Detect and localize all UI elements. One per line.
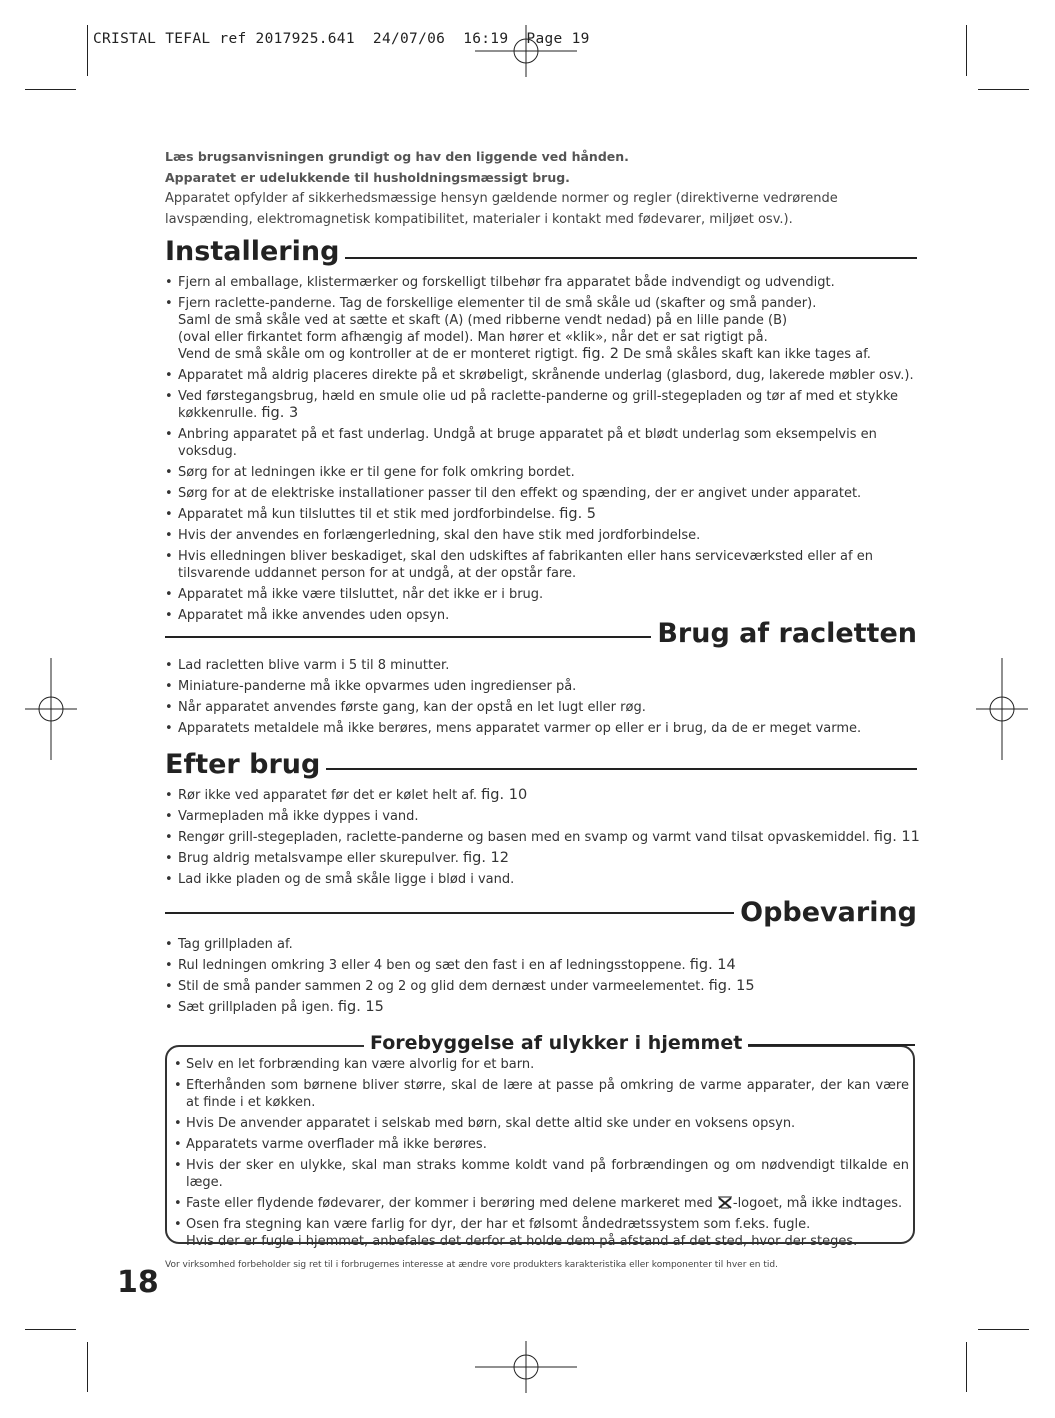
- list-item: • Brug aldrig metalsvampe eller skurepulver. fig. 12: [165, 850, 920, 867]
- box-title-rule: [720, 1044, 915, 1046]
- list-item: • Hvis der sker en ulykke, skal man straks komme koldt vand på forbrændingen og om nødvendigt tilkalde en læge.: [174, 1157, 909, 1191]
- crop-mark: [966, 1342, 967, 1392]
- section-heading-installering: Installering: [165, 236, 345, 268]
- crop-mark: [25, 89, 76, 90]
- registration-mark-icon: [475, 25, 577, 77]
- intro-line: Læs brugsanvisningen grundigt og hav den liggende ved hånden.: [165, 149, 629, 164]
- list-item: • Fjern raclette-panderne. Tag de forskellige elementer til de små skåle ud (skafter og små pander). Saml de små skåle ved at sætte et skaft (A) (med ribberne vendt nedad) på en lille pande (B) (oval eller firkantet form afhængig af model). Man hører et «klik», når det er sat rigtigt på. Vend de små skåle om og kontroller at de er monteret rigtigt. fig. 2 De små skåles skaft kan ikke tages af.: [165, 295, 920, 363]
- figure-reference: fig. 14: [689, 957, 736, 973]
- list-item: • Apparatet må aldrig placeres direkte på et skrøbeligt, skrånende underlag (glasbord, dug, lakerede møbler osv.).: [165, 367, 920, 384]
- list-item: • Fjern al emballage, klistermærker og forskelligt tilbehør fra apparatet både indvendigt og udvendigt.: [165, 274, 920, 291]
- brug-list: [165, 657, 920, 741]
- page-number: 18: [117, 1265, 159, 1300]
- list-item: • Apparatet må kun tilsluttes til et stik med jordforbindelse. fig. 5: [165, 506, 920, 523]
- section-heading-brug: Brug af racletten: [651, 618, 917, 650]
- opbevaring-list: [165, 936, 920, 1020]
- list-item: • Efterhånden som børnene bliver større, skal de lære at passe på omkring de varme apparater, der kan være at finde i et køkken.: [174, 1077, 909, 1111]
- figure-reference: fig. 12: [462, 850, 509, 866]
- crop-mark: [978, 1329, 1029, 1330]
- figure-reference: fig. 15: [708, 978, 755, 994]
- print-slug: CRISTAL TEFAL ref 2017925.641 24/07/06 16:19 Page 19: [93, 31, 590, 47]
- list-item: • Ved førstegangsbrug, hæld en smule olie ud på raclette-panderne og grill-stegepladen og tør af med et stykke køkkenrulle. fig. 3: [165, 388, 920, 422]
- list-item: • Hvis der anvendes en forlængerledning, skal den have stik med jordforbindelse.: [165, 527, 920, 544]
- list-item: • Når apparatet anvendes første gang, kan der opstå en let lugt eller røg.: [165, 699, 920, 716]
- list-item: • Lad racletten blive varm i 5 til 8 minutter.: [165, 657, 920, 674]
- list-item: • Apparatet må ikke anvendes uden opsyn.: [165, 607, 920, 624]
- list-item: • Rengør grill-stegepladen, raclette-panderne og basen med en svamp og varmt vand tilsat opvaskemiddel. fig. 11: [165, 829, 920, 846]
- efter-list: [165, 787, 920, 892]
- list-item: • Apparatet må ikke være tilsluttet, når det ikke er i brug.: [165, 586, 920, 603]
- crop-mark: [25, 1329, 76, 1330]
- crop-mark: [87, 1342, 88, 1392]
- heading-rule: [165, 912, 760, 914]
- list-item: • Hvis De anvender apparatet i selskab med børn, skal dette altid ske under en voksens opsyn.: [174, 1115, 909, 1132]
- figure-reference: fig. 10: [481, 787, 528, 803]
- figure-reference: fig. 2: [582, 346, 619, 362]
- list-item: • Osen fra stegning kan være farlig for dyr, der har et følsomt åndedrætssystem som f.eks. fugle. Hvis der er fugle i hjemmet, anbefales det derfor at holde dem på afstand af det sted, hvor der steges.: [174, 1216, 909, 1250]
- registration-mark-icon: [25, 658, 77, 760]
- list-item: • Anbring apparatet på et fast underlag. Undgå at bruge apparatet på et blødt underlag som eksempelvis en voksdug.: [165, 426, 920, 460]
- list-item: • Sørg for at ledningen ikke er til gene for folk omkring bordet.: [165, 464, 920, 481]
- list-item: • Varmepladen må ikke dyppes i vand.: [165, 808, 920, 825]
- crop-mark: [978, 89, 1029, 90]
- list-item: • Tag grillpladen af.: [165, 936, 920, 953]
- list-item: • Rør ikke ved apparatet før det er kølet helt af. fig. 10: [165, 787, 920, 804]
- footer-disclaimer: Vor virksomhed forbeholder sig ret til i forbrugernes interesse at ændre vore produkters karakteristika eller komponenter til hver en tid.: [165, 1260, 778, 1270]
- list-item: • Lad ikke pladen og de små skåle ligge i blød i vand.: [165, 871, 920, 888]
- list-item: • Selv en let forbrænding kan være alvorlig for et barn.: [174, 1056, 909, 1073]
- crop-mark: [87, 25, 88, 76]
- heading-rule: [312, 768, 917, 770]
- heading-rule: [320, 257, 917, 259]
- list-item: • Stil de små pander sammen 2 og 2 og glid dem dernæst under varmeelementet. fig. 15: [165, 978, 920, 995]
- list-item: • Rul ledningen omkring 3 eller 4 ben og sæt den fast i en af ledningsstoppene. fig. 14: [165, 957, 920, 974]
- section-heading-opbevaring: Opbevaring: [734, 897, 917, 929]
- registration-mark-icon: [976, 658, 1028, 760]
- registration-mark-icon: [475, 1341, 577, 1393]
- list-item: • Apparatets varme overflader må ikke berøres.: [174, 1136, 909, 1153]
- list-item: • Sæt grillpladen på igen. fig. 15: [165, 999, 920, 1016]
- crop-mark: [966, 25, 967, 76]
- figure-reference: fig. 11: [873, 829, 920, 845]
- safety-list: [174, 1056, 909, 1254]
- installering-list: [165, 274, 920, 628]
- list-item: • Miniature-panderne må ikke opvarmes uden ingredienser på.: [165, 678, 920, 695]
- figure-reference: fig. 3: [261, 405, 299, 421]
- figure-reference: fig. 5: [559, 506, 597, 522]
- not-for-food-contact-icon: [717, 1196, 733, 1209]
- list-item: • Hvis elledningen bliver beskadiget, skal den udskiftes af fabrikanten eller hans serviceværksted eller af en tilsvarende uddannet person for at undgå, at der opstår fare.: [165, 548, 920, 582]
- intro-line: Apparatet er udelukkende til husholdningsmæssigt brug.: [165, 170, 570, 185]
- safety-box-title: Forebyggelse af ulykker i hjemmet: [364, 1030, 748, 1056]
- list-item: • Sørg for at de elektriske installationer passer til den effekt og spænding, der er angivet under apparatet.: [165, 485, 920, 502]
- list-item: • Apparatets metaldele må ikke berøres, mens apparatet varmer op eller er i brug, da de er meget varme.: [165, 720, 920, 737]
- intro-line: Apparatet opfylder af sikkerhedsmæssige hensyn gældende normer og regler (direktiverne vedrørende lavspænding, elektromagnetisk kompatibilitet, materialer i kontakt med fødevarer, miljøet osv.).: [165, 191, 838, 227]
- intro-text: [165, 146, 925, 230]
- list-item: • Faste eller flydende fødevarer, der kommer i berøring med delene markeret med -logoet, må ikke indtages.: [174, 1195, 909, 1212]
- heading-rule: [165, 636, 685, 638]
- section-heading-efter-brug: Efter brug: [165, 749, 326, 781]
- figure-reference: fig. 15: [337, 999, 384, 1015]
